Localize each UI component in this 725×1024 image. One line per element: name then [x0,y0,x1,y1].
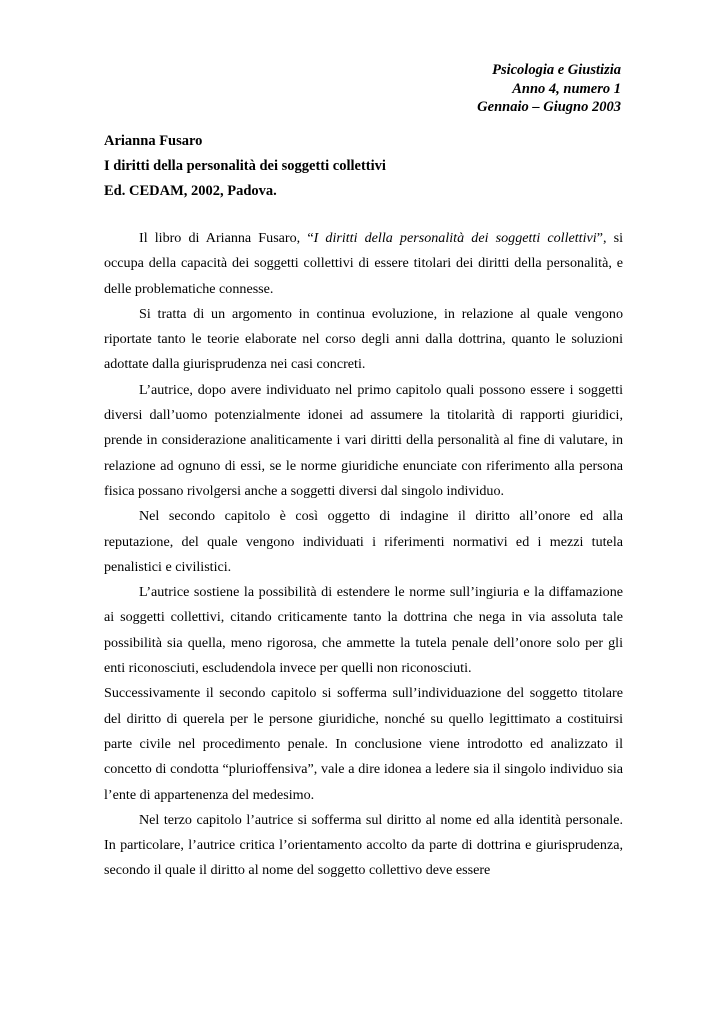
paragraph-7: Nel terzo capitolo l’autrice si sofferma sul diritto al nome ed alla identità personale. In particolare, l’autrice critica l’orientamento accolto da parte di dottrina e giurisprudenza, secondo il quale il diritto al nome del soggetto collettivo deve essere [104,811,623,879]
book-publisher: Ed. CEDAM, 2002, Padova. [104,183,277,199]
paragraph-5: L’autrice sostiene la possibilità di estendere le norme sull’ingiuria e la diffamazione ai soggetti collettivi, citando criticamente tanto la dottrina che nega in via assoluta tale possibilità sia quella, meno rigorosa, che ammette la tutela penale dell’onore solo per gli enti riconosciuti, escludendola invece per quelli non riconosciuti. [104,584,623,677]
paragraph-1-lead: Il libro di Arianna Fusaro, “ [139,230,314,246]
journal-header [477,61,621,117]
book-author: Arianna Fusaro [104,133,203,149]
book-title: I diritti della personalità dei soggetti collettivi [104,158,386,174]
book-info [104,129,386,204]
paragraph-1 [104,226,623,302]
paragraph-1-book-title: I diritti della personalità dei soggetti collettivi [313,230,597,246]
paragraph-3: L’autrice, dopo avere individuato nel primo capitolo quali possono essere i soggetti diversi dall’uomo potenzialmente idonei ad assumere la titolarità di rapporti giuridici, prende in considerazione analiticamente i vari diritti della personalità al fine di valutare, in relazione ad ognuno di essi, se le norme giuridiche enunciate con riferimento alla persona fisica possano rivolgersi anche a soggetti diversi dal singolo individuo. [104,381,623,499]
review-body [104,226,623,884]
paragraph-2: Si tratta di un argomento in continua evoluzione, in relazione al quale vengono riportate tanto le teorie elaborate nel corso degli anni dalla dottrina, quanto le soluzioni adottate dalla giurisprudenza nei casi concreti. [104,305,623,373]
paragraph-6: Successivamente il secondo capitolo si sofferma sull’individuazione del soggetto titolare del diritto di querela per le persone giuridiche, nonché su quello legittimato a costituirsi parte civile nel procedimento penale. In conclusione viene introdotto ed analizzato il concetto di condotta “plurioffensiva”, vale a dire idonea a ledere sia il singolo individuo sia l’ente di appartenenza del medesimo. [104,685,623,803]
journal-name: Psicologia e Giustizia [492,62,621,78]
paragraph-4: Nel secondo capitolo è così oggetto di indagine il diritto all’onore ed alla reputazione, del quale vengono individuati i riferimenti normativi ed i mezzi tutela penalistici e civilistici. [104,508,623,575]
paragraph-1-rest: ”, si occupa della capacità dei soggetti collettivi di essere titolari dei diritti della personalità, e delle problematiche connesse. [104,230,623,297]
journal-issue: Anno 4, numero 1 [512,80,621,97]
journal-period: Gennaio – Giugno 2003 [477,99,621,115]
